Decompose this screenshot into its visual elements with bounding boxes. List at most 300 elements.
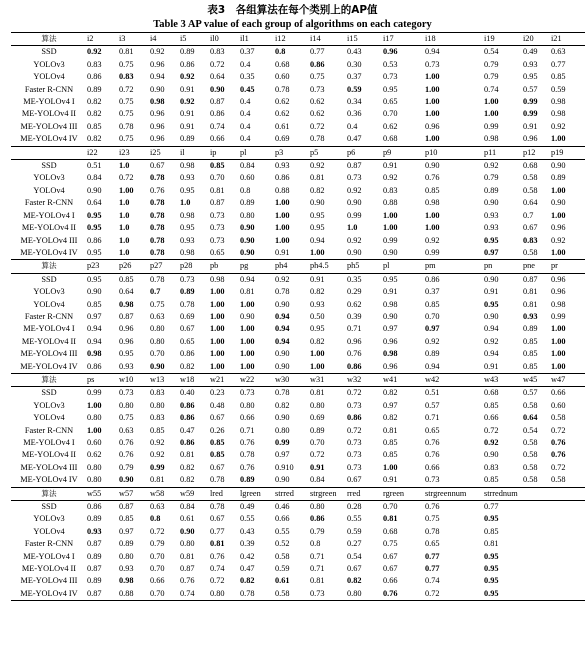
category-header: p19 (551, 146, 585, 159)
ap-value: 0.96 (119, 324, 134, 334)
table-row (11, 210, 585, 222)
category-header: lred (210, 487, 240, 500)
ap-value: 0.95 (484, 299, 499, 309)
ap-value: 0.90 (551, 198, 566, 208)
ap-value: 0.73 (210, 210, 225, 220)
ap-value: 0.81 (180, 450, 195, 460)
ap-value: 0.46 (275, 502, 290, 512)
ap-value: 0.94 (275, 311, 290, 321)
category-header: p5 (310, 146, 347, 159)
ap-value: 0.82 (310, 336, 325, 346)
ap-value: 0.87 (119, 502, 134, 512)
ap-value: 0.90 (484, 198, 499, 208)
ap-value: 0.39 (240, 539, 255, 549)
category-header: i22 (87, 146, 119, 159)
ap-value: 0.73 (425, 59, 440, 69)
ap-value: 0.91 (310, 274, 325, 284)
algorithm-name: YOLOv3 (33, 173, 65, 183)
ap-value: 0.92 (180, 72, 195, 82)
algorithm-name: ME-YOLOv4 IV (11, 247, 87, 260)
ap-value: 1.00 (210, 324, 225, 334)
ap-value: 0.910 (275, 462, 294, 472)
category-header: i15 (347, 33, 383, 46)
category-header: w42 (425, 373, 484, 386)
table-row (11, 133, 585, 146)
category-header: il0 (210, 33, 240, 46)
ap-value: 0.73 (119, 388, 134, 398)
header-row (11, 487, 585, 500)
table-row (11, 59, 585, 71)
ap-value: 0.65 (425, 539, 440, 549)
table-row (11, 336, 585, 348)
ap-value: 0.77 (425, 551, 440, 561)
ap-value: 0.66 (383, 576, 398, 586)
ap-value: 0.68 (383, 133, 425, 146)
algorithm-header (11, 146, 87, 159)
table-row (11, 361, 585, 374)
ap-value: 0.76 (180, 576, 195, 586)
header-row (11, 33, 585, 46)
ap-value: 0.59 (551, 84, 566, 94)
ap-value: 0.86 (87, 502, 102, 512)
ap-value: 0.73 (347, 438, 362, 447)
ap-value: 0.36 (347, 109, 362, 119)
category-header: p10 (425, 146, 484, 159)
ap-value: 0.99 (523, 109, 538, 119)
ap-value: 0.75 (119, 133, 150, 146)
category-header: w43 (484, 373, 523, 386)
algorithm-name: SSD (41, 274, 57, 284)
ap-value: 0.93 (119, 361, 150, 374)
ap-value: 0.73 (425, 474, 484, 487)
ap-value: 0.96 (150, 121, 165, 131)
table-row (11, 501, 585, 514)
ap-value: 0.96 (383, 47, 398, 57)
ap-value: 0.70 (150, 588, 180, 601)
ap-value: 0.89 (240, 474, 275, 487)
ap-value: 0.26 (210, 425, 225, 435)
ap-value: 0.81 (383, 425, 398, 435)
algorithm-name: Faster R-CNN (24, 311, 74, 321)
ap-value: 0.94 (484, 324, 499, 334)
ap-value: 0.75 (383, 539, 398, 549)
ap-value: 0.99 (150, 462, 165, 472)
algorithm-name: ME-YOLOv4 III (20, 235, 78, 245)
ap-value: 0.92 (347, 185, 362, 195)
ap-value: 0.77 (210, 526, 225, 536)
table-row (11, 462, 585, 474)
ap-value: 0.90 (210, 84, 225, 94)
ap-value (551, 551, 585, 563)
ap-value: 0.86 (180, 400, 195, 410)
ap-value: 1.00 (484, 109, 499, 119)
ap-value: 0.89 (87, 84, 102, 94)
ap-value: 0.75 (119, 97, 134, 107)
ap-value: 0.80 (180, 539, 195, 549)
ap-value: 0.86 (87, 361, 119, 374)
algorithm-header: 算法 (11, 260, 87, 273)
ap-value: 0.72 (551, 462, 566, 472)
algorithm-header: 算法 (11, 33, 87, 46)
ap-value: 0.87 (210, 97, 225, 107)
ap-value: 0.82 (383, 413, 398, 423)
ap-value: 0.89 (180, 47, 195, 57)
ap-value: 0.81 (150, 474, 180, 487)
ap-value: 0.95 (180, 223, 195, 233)
ap-value: 1.00 (240, 349, 255, 359)
ap-value: 0.81 (210, 539, 225, 549)
ap-value: 0.90 (347, 247, 383, 260)
ap-value: 1.00 (551, 185, 566, 195)
ap-value: 0.89 (87, 514, 102, 524)
table-row (11, 71, 585, 83)
table-row (11, 160, 585, 173)
ap-value: 0.87 (347, 161, 362, 171)
ap-value: 0.80 (119, 400, 134, 410)
ap-value: 0.89 (87, 576, 102, 586)
ap-value: 0.64 (87, 198, 102, 208)
ap-value: 0.62 (87, 450, 102, 460)
table-row (11, 172, 585, 184)
ap-value: 0.62 (275, 109, 290, 119)
ap-value: 0.90 (275, 361, 310, 374)
ap-value: 0.96 (551, 274, 566, 284)
ap-value: 0.83 (523, 235, 538, 245)
ap-value: 0.62 (310, 109, 325, 119)
ap-value: 0.94 (310, 235, 325, 245)
ap-value: 0.62 (347, 299, 362, 309)
ap-value: 1.00 (425, 72, 440, 82)
ap-value: 0.58 (275, 551, 290, 561)
ap-value: 0.85 (425, 299, 440, 309)
category-header: w18 (180, 373, 210, 386)
table-row (11, 46, 585, 59)
ap-value: 0.85 (87, 299, 102, 309)
ap-value: 0.92 (551, 121, 566, 131)
ap-value: 0.90 (383, 247, 425, 260)
algorithm-name: YOLOv3 (33, 59, 65, 69)
ap-value: 0.86 (347, 413, 362, 423)
ap-value: 0.78 (150, 223, 165, 233)
ap-value: 0.68 (383, 526, 398, 536)
ap-value: 0.83 (484, 462, 499, 472)
ap-value: 0.80 (87, 413, 102, 423)
ap-value: 0.78 (275, 388, 290, 398)
ap-value: 0.92 (310, 161, 325, 171)
category-header (551, 487, 585, 500)
category-header: w10 (119, 373, 150, 386)
category-header: pm (425, 260, 484, 273)
table-row (11, 538, 585, 550)
algorithm-name: SSD (41, 388, 57, 398)
category-header: w32 (347, 373, 383, 386)
ap-value: 0.81 (119, 47, 134, 57)
ap-value: 0.97 (383, 400, 398, 410)
ap-value: 0.90 (150, 84, 165, 94)
ap-value: 0.96 (119, 336, 134, 346)
category-header: i12 (275, 33, 310, 46)
ap-value: 0.92 (383, 173, 398, 183)
ap-value: 0.82 (180, 361, 210, 374)
ap-value: 0.76 (425, 173, 440, 183)
ap-value: 0.8 (150, 514, 161, 524)
ap-value: 0.96 (150, 109, 165, 119)
table-row (11, 412, 585, 424)
ap-value: 0.94 (275, 336, 290, 346)
ap-value: 0.91 (310, 462, 325, 472)
table-row (11, 449, 585, 461)
ap-value: 0.73 (383, 72, 398, 82)
category-header: w30 (275, 373, 310, 386)
ap-value: 0.77 (425, 564, 440, 574)
ap-value: 0.82 (310, 185, 325, 195)
ap-value: 0.90 (240, 223, 255, 233)
ap-value: 0.35 (347, 274, 362, 284)
category-header: pne (523, 260, 551, 273)
ap-value: 0.86 (275, 173, 290, 183)
ap-value: 0.93 (523, 311, 538, 321)
ap-value: 0.73 (210, 235, 225, 245)
ap-value: 1.00 (551, 324, 566, 334)
algorithm-name: YOLOv3 (33, 287, 65, 297)
ap-value: 0.68 (523, 161, 538, 171)
ap-value: 0.92 (425, 235, 440, 245)
ap-value: 0.67 (347, 474, 383, 487)
ap-value: 0.86 (310, 59, 325, 69)
ap-value: 0.91 (180, 84, 195, 94)
ap-value (551, 501, 585, 514)
ap-value: 0.90 (275, 474, 310, 487)
ap-value: 0.55 (240, 514, 255, 524)
ap-value: 0.76 (551, 450, 566, 460)
ap-value: 0.65 (425, 425, 440, 435)
ap-value: 0.70 (383, 109, 398, 119)
ap-value: 0.81 (240, 287, 255, 297)
ap-value: 0.98 (150, 97, 165, 107)
ap-value: 0.66 (484, 413, 499, 423)
category-header: w41 (383, 373, 425, 386)
category-header: strgreen (310, 487, 347, 500)
ap-value: 0.4 (240, 109, 251, 119)
ap-value: 0.64 (119, 287, 134, 297)
category-header: w13 (150, 373, 180, 386)
ap-value: 0.57 (425, 400, 440, 410)
category-header: i2 (87, 33, 119, 46)
ap-value: 0.76 (210, 551, 225, 561)
ap-value: 0.78 (310, 133, 347, 146)
algorithm-name: SSD (41, 161, 57, 171)
caption-english: Table 3 AP value of each group of algorithms on each category (153, 19, 432, 30)
ap-value (551, 526, 585, 538)
algorithm-name: ME-YOLOv4 I (23, 324, 75, 334)
ap-value: 1.00 (551, 133, 585, 146)
category-header: ph5 (347, 260, 383, 273)
ap-value: 0.98 (119, 576, 134, 586)
ap-value: 0.76 (150, 185, 165, 195)
ap-value: 0.78 (119, 121, 134, 131)
ap-value: 0.80 (310, 502, 325, 512)
table-row (11, 84, 585, 96)
ap-value: 0.61 (275, 121, 290, 131)
ap-value: 0.39 (347, 311, 362, 321)
category-header: p23 (87, 260, 119, 273)
ap-value: 0.77 (551, 59, 566, 69)
algorithm-name: ME-YOLOv4 II (21, 223, 77, 233)
ap-value: 0.80 (347, 588, 383, 601)
ap-value: 0.59 (275, 564, 290, 574)
table-row (11, 299, 585, 311)
ap-value: 0.66 (275, 514, 290, 524)
ap-value: 0.91 (275, 247, 310, 260)
table-row (11, 311, 585, 323)
ap-value: 0.96 (425, 121, 440, 131)
ap-value: 0.86 (210, 109, 225, 119)
ap-value: 0.74 (210, 564, 225, 574)
ap-value: 0.90 (240, 235, 255, 245)
algorithm-name: ME-YOLOv4 IV (11, 361, 87, 374)
ap-value: 0.70 (150, 564, 165, 574)
ap-value: 0.52 (275, 539, 290, 549)
algorithm-name: ME-YOLOv4 III (20, 349, 78, 359)
ap-value (523, 588, 551, 601)
category-header: w22 (240, 373, 275, 386)
ap-value: 0.84 (240, 161, 255, 171)
ap-value: 0.94 (240, 274, 255, 284)
ap-value: 0.90 (383, 311, 398, 321)
algorithm-name: ME-YOLOv4 I (23, 210, 75, 220)
ap-value: 0.66 (551, 388, 566, 398)
algorithm-name: ME-YOLOv4 III (20, 121, 78, 131)
ap-value: 0.97 (119, 526, 134, 536)
ap-value: 0.85 (210, 450, 225, 460)
ap-value: 1.00 (210, 311, 225, 321)
ap-value: 0.86 (180, 438, 195, 447)
table-row (11, 588, 585, 601)
ap-value: 1.00 (425, 210, 440, 220)
ap-value: 0.85 (551, 72, 566, 82)
ap-value: 0.92 (425, 336, 440, 346)
algorithm-name: Faster R-CNN (24, 425, 74, 435)
ap-value (523, 538, 551, 550)
ap-value: 0.95 (87, 223, 102, 233)
ap-value: 0.58 (523, 185, 538, 195)
ap-value: 0.76 (240, 438, 255, 447)
ap-value: 0.75 (119, 413, 134, 423)
ap-value: 0.78 (180, 299, 195, 309)
ap-value: 0.48 (210, 400, 225, 410)
ap-value: 0.95 (87, 210, 102, 220)
ap-value: 0.58 (523, 450, 538, 460)
ap-value: 0.79 (484, 173, 499, 183)
ap-value: 0.81 (310, 173, 325, 183)
ap-value: 0.95 (383, 274, 398, 284)
ap-value: 0.98 (425, 198, 440, 208)
ap-value: 0.78 (150, 173, 165, 183)
ap-value: 0.93 (310, 299, 325, 309)
ap-value: 0.70 (150, 349, 165, 359)
ap-value: 0.54 (347, 551, 362, 561)
category-header: ph4.5 (310, 260, 347, 273)
ap-value: 0.96 (150, 133, 180, 146)
ap-value: 1.00 (210, 336, 225, 346)
ap-value: 0.92 (150, 438, 165, 447)
category-header: i21 (551, 33, 585, 46)
ap-value: 0.58 (523, 173, 538, 183)
table-row (11, 235, 585, 247)
algorithm-name: YOLOv4 (33, 72, 65, 82)
ap-value: 0.96 (551, 287, 566, 297)
algorithm-name: ME-YOLOv4 II (21, 564, 77, 574)
ap-value (523, 513, 551, 525)
ap-value: 0.81 (523, 287, 538, 297)
ap-value (523, 526, 551, 538)
ap-value: 0.77 (310, 47, 325, 57)
ap-value: 1.0 (180, 198, 191, 208)
ap-value: 0.88 (119, 588, 150, 601)
algorithm-name: ME-YOLOv4 II (21, 450, 77, 460)
ap-value: 0.43 (347, 47, 362, 57)
category-header: ip (210, 146, 240, 159)
ap-value: 0.95 (484, 514, 499, 524)
ap-value: 0.97 (484, 247, 523, 260)
ap-value: 0.37 (240, 47, 255, 57)
ap-value: 0.81 (484, 539, 499, 549)
ap-value: 0.28 (347, 502, 362, 512)
algorithm-name: Faster R-CNN (24, 84, 74, 94)
ap-value: 0.89 (551, 173, 566, 183)
table-row (11, 222, 585, 234)
ap-value: 0.76 (383, 588, 425, 601)
ap-value: 0.72 (347, 388, 362, 398)
ap-value: 0.82 (240, 576, 255, 586)
ap-value (551, 563, 585, 575)
ap-value: 0.94 (87, 324, 102, 334)
ap-value: 0.85 (484, 526, 499, 536)
category-header: p9 (383, 146, 425, 159)
ap-value: 0.58 (523, 474, 551, 487)
ap-value (523, 501, 551, 514)
header-row (11, 373, 585, 386)
ap-value: 0.87 (87, 564, 102, 574)
ap-value: 0.58 (275, 588, 310, 601)
ap-value: 0.70 (425, 311, 440, 321)
ap-value: 0.78 (210, 502, 225, 512)
ap-value: 0.64 (210, 72, 225, 82)
ap-value: 0.75 (425, 514, 440, 524)
ap-value: 0.92 (484, 438, 499, 447)
ap-value: 0.68 (275, 59, 290, 69)
ap-value: 0.82 (383, 388, 398, 398)
ap-value: 0.74 (210, 121, 225, 131)
ap-value (523, 551, 551, 563)
ap-value: 0.70 (210, 173, 225, 183)
ap-value: 0.67 (150, 161, 165, 171)
category-header: pl (240, 146, 275, 159)
ap-value: 0.80 (87, 462, 102, 472)
ap-value: 0.58 (523, 247, 551, 260)
algorithm-name: SSD (41, 502, 57, 512)
ap-value: 0.4 (240, 97, 251, 107)
category-header: p27 (150, 260, 180, 273)
ap-value: 0.80 (275, 425, 290, 435)
ap-value: 0.65 (180, 336, 195, 346)
ap-value: 0.78 (150, 247, 180, 260)
ap-value: 0.47 (180, 425, 195, 435)
ap-value: 0.89 (523, 324, 538, 334)
table-row (11, 387, 585, 400)
category-header: w47 (551, 373, 585, 386)
ap-value: 0.89 (484, 185, 499, 195)
